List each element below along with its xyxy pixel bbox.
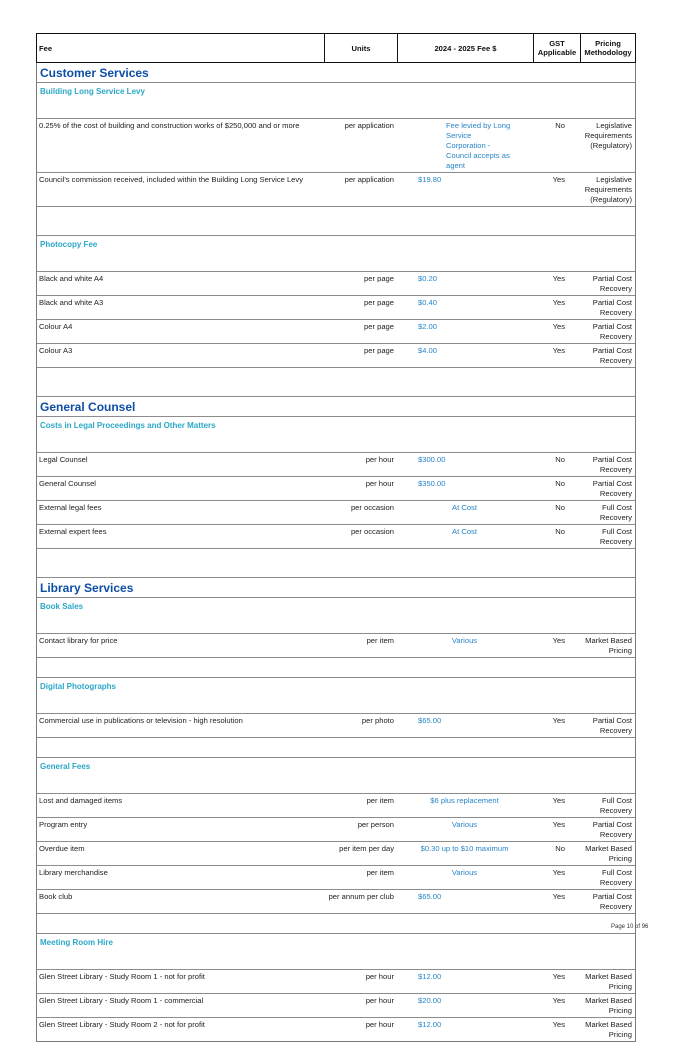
section-heading: Customer Services [37,63,635,83]
pricing-methodology-text: Market Based Pricing [585,1020,632,1039]
fee-amount: $4.00 [418,346,438,355]
pricing-methodology-text: Partial Cost Recovery [592,716,632,735]
pricing-methodology [567,996,635,1016]
fee-amount: Various [451,820,478,829]
gst-applicable: Yes [552,175,565,184]
pricing-methodology-text: Market Based Pricing [585,844,632,863]
table-row [37,634,635,658]
table-row [37,794,635,818]
subsection-heading: Costs in Legal Proceedings and Other Matters [37,417,635,453]
table-row [37,296,635,320]
fee-amount: At Cost [452,527,477,536]
fee-description: Council's commission received, included within the Building Long Service Levy [39,175,303,184]
table-row [37,714,635,738]
section-heading: Library Services [37,578,635,598]
table-row [37,320,635,344]
fee-amount: Various [451,868,478,877]
fee-units: per hour [365,479,394,488]
pricing-methodology [567,1020,635,1040]
fee-amount: $20.00 [418,996,442,1005]
fee-amount: $0.20 [418,274,438,283]
pricing-methodology-text: Full Cost Recovery [599,868,632,887]
table-row [37,173,635,207]
pricing-methodology-text: Partial Cost Recovery [592,298,632,317]
fee-description: Library merchandise [39,868,108,877]
fee-units: per application [344,121,394,130]
fee-units: per item per day [339,844,394,853]
pricing-methodology-text: Market Based Pricing [585,636,632,655]
spacer-row [37,207,635,236]
fee-amount: $0.40 [418,298,438,307]
table-row [37,994,635,1018]
subsection-heading: Digital Photographs [37,678,635,714]
fee-amount: $65.00 [418,716,442,725]
fee-units: per hour [365,1020,394,1029]
gst-applicable: No [555,455,565,464]
pricing-methodology [567,796,635,816]
pricing-methodology [567,716,635,736]
fee-description: Black and white A4 [39,274,104,283]
fee-description: Contact library for price [39,636,118,645]
fee-description: Legal Counsel [39,455,88,464]
gst-applicable: Yes [552,716,565,725]
pricing-methodology [567,455,635,475]
pricing-methodology-text: Partial Cost Recovery [592,346,632,365]
fee-description: Colour A4 [39,322,73,331]
header-price: 2024 - 2025 Fee $ [398,34,534,62]
pricing-methodology [567,121,635,171]
pricing-methodology-text: Partial Cost Recovery [592,820,632,839]
gst-applicable: Yes [552,796,565,805]
fee-description: 0.25% of the cost of building and construction works of $250,000 and or more [39,121,300,130]
fee-units: per page [364,322,394,331]
fee-amount: $12.00 [418,1020,442,1029]
fee-amount: $12.00 [418,972,442,981]
fee-units: per page [364,274,394,283]
gst-applicable: Yes [552,996,565,1005]
pricing-methodology [567,820,635,840]
fee-schedule-table [36,33,636,1042]
gst-applicable: Yes [552,892,565,901]
fee-description: External expert fees [39,527,107,536]
gst-applicable: Yes [552,868,565,877]
spacer-row [37,738,635,758]
table-row [37,501,635,525]
spacer-row [37,658,635,678]
page-number: Page 10 of 96 [611,924,649,930]
table-row [37,970,635,994]
fee-units: per photo [361,716,394,725]
pricing-methodology-text: Legislative Requirements (Regulatory) [584,175,632,204]
fee-description: Commercial use in publications or television - high resolution [39,716,243,725]
fee-amount: At Cost [452,503,477,512]
pricing-methodology [567,844,635,864]
pricing-methodology-text: Partial Cost Recovery [592,479,632,498]
gst-applicable: No [555,527,565,536]
fee-units: per page [364,298,394,307]
fee-units: per occasion [350,503,394,512]
fee-amount: $300.00 [418,455,446,464]
pricing-methodology [567,479,635,499]
spacer-row [37,368,635,397]
fee-description: Black and white A3 [39,298,104,307]
section-heading: General Counsel [37,397,635,417]
pricing-methodology [567,346,635,366]
gst-applicable: Yes [552,1020,565,1029]
table-row [37,890,635,914]
fee-units: per item [366,796,394,805]
fee-units: per application [344,175,394,184]
table-row [37,477,635,501]
fee-amount: $0.30 up to $10 maximum [420,844,509,853]
fee-units: per person [357,820,394,829]
pricing-methodology-text: Partial Cost Recovery [592,274,632,293]
gst-applicable: No [555,844,565,853]
fee-amount: $6 plus replacement [430,796,499,805]
fee-description: Program entry [39,820,88,829]
pricing-methodology [567,175,635,205]
fee-units: per item [366,868,394,877]
subsection-heading: Building Long Service Levy [37,83,635,119]
gst-applicable: Yes [552,820,565,829]
pricing-methodology [567,892,635,912]
gst-applicable: Yes [552,346,565,355]
header-fee: Fee [37,34,325,62]
table-row [37,344,635,368]
pricing-methodology [567,274,635,294]
subsection-heading: Photocopy Fee [37,236,635,272]
table-row [37,272,635,296]
pricing-methodology-text: Market Based Pricing [585,972,632,991]
fee-units: per hour [365,972,394,981]
fee-amount: $65.00 [418,892,442,901]
header-gst: GST Applicable [534,34,581,62]
fee-amount: $19.80 [418,175,442,184]
table-row [37,119,635,173]
fee-description: General Counsel [39,479,96,488]
pricing-methodology-text: Partial Cost Recovery [592,892,632,911]
pricing-methodology-text: Partial Cost Recovery [592,455,632,474]
gst-applicable: No [555,121,565,130]
table-row [37,453,635,477]
table-header [36,33,636,63]
gst-applicable: Yes [552,636,565,645]
fee-amount: $2.00 [418,322,438,331]
pricing-methodology-text: Partial Cost Recovery [592,322,632,341]
pricing-methodology [567,527,635,547]
table-body [36,63,636,1042]
fee-units: per hour [365,996,394,1005]
gst-applicable: Yes [552,274,565,283]
spacer-row [37,549,635,578]
fee-description: Lost and damaged items [39,796,123,805]
header-methodology: Pricing Methodology [584,39,632,57]
gst-applicable: Yes [552,322,565,331]
table-row [37,525,635,549]
subsection-heading: Meeting Room Hire [37,934,635,970]
table-row [37,866,635,890]
fee-amount: $350.00 [418,479,446,488]
table-row [37,1018,635,1042]
pricing-methodology-text: Full Cost Recovery [599,527,632,546]
pricing-methodology [567,322,635,342]
fee-units: per occasion [350,527,394,536]
pricing-methodology-text: Market Based Pricing [585,996,632,1015]
fee-units: per hour [365,455,394,464]
fee-description: Glen Street Library - Study Room 1 - not for profit [39,972,205,981]
pricing-methodology [567,298,635,318]
gst-applicable: Yes [552,972,565,981]
fee-description: Glen Street Library - Study Room 1 - commercial [39,996,204,1005]
fee-description: Colour A3 [39,346,73,355]
fee-description: Glen Street Library - Study Room 2 - not for profit [39,1020,205,1029]
pricing-methodology [567,503,635,523]
pricing-methodology [567,636,635,656]
fee-description: Book club [39,892,73,901]
fee-units: per item [366,636,394,645]
fee-units: per annum per club [328,892,394,901]
fee-description: External legal fees [39,503,102,512]
spacer-row [37,914,635,934]
subsection-heading: General Fees [37,758,635,794]
table-row [37,842,635,866]
gst-applicable: Yes [552,298,565,307]
pricing-methodology [567,868,635,888]
header-units: Units [325,34,398,62]
gst-applicable: No [555,503,565,512]
fee-amount: Various [451,636,478,645]
gst-applicable: No [555,479,565,488]
pricing-methodology [567,972,635,992]
subsection-heading: Book Sales [37,598,635,634]
fee-units: per page [364,346,394,355]
pricing-methodology-text: Legislative Requirements (Regulatory) [584,121,632,150]
fee-description: Overdue item [39,844,85,853]
pricing-methodology-text: Full Cost Recovery [599,796,632,815]
pricing-methodology-text: Full Cost Recovery [599,503,632,522]
fee-amount: Fee levied by Long Service Corporation - Council accepts as agent [446,121,511,170]
table-row [37,818,635,842]
